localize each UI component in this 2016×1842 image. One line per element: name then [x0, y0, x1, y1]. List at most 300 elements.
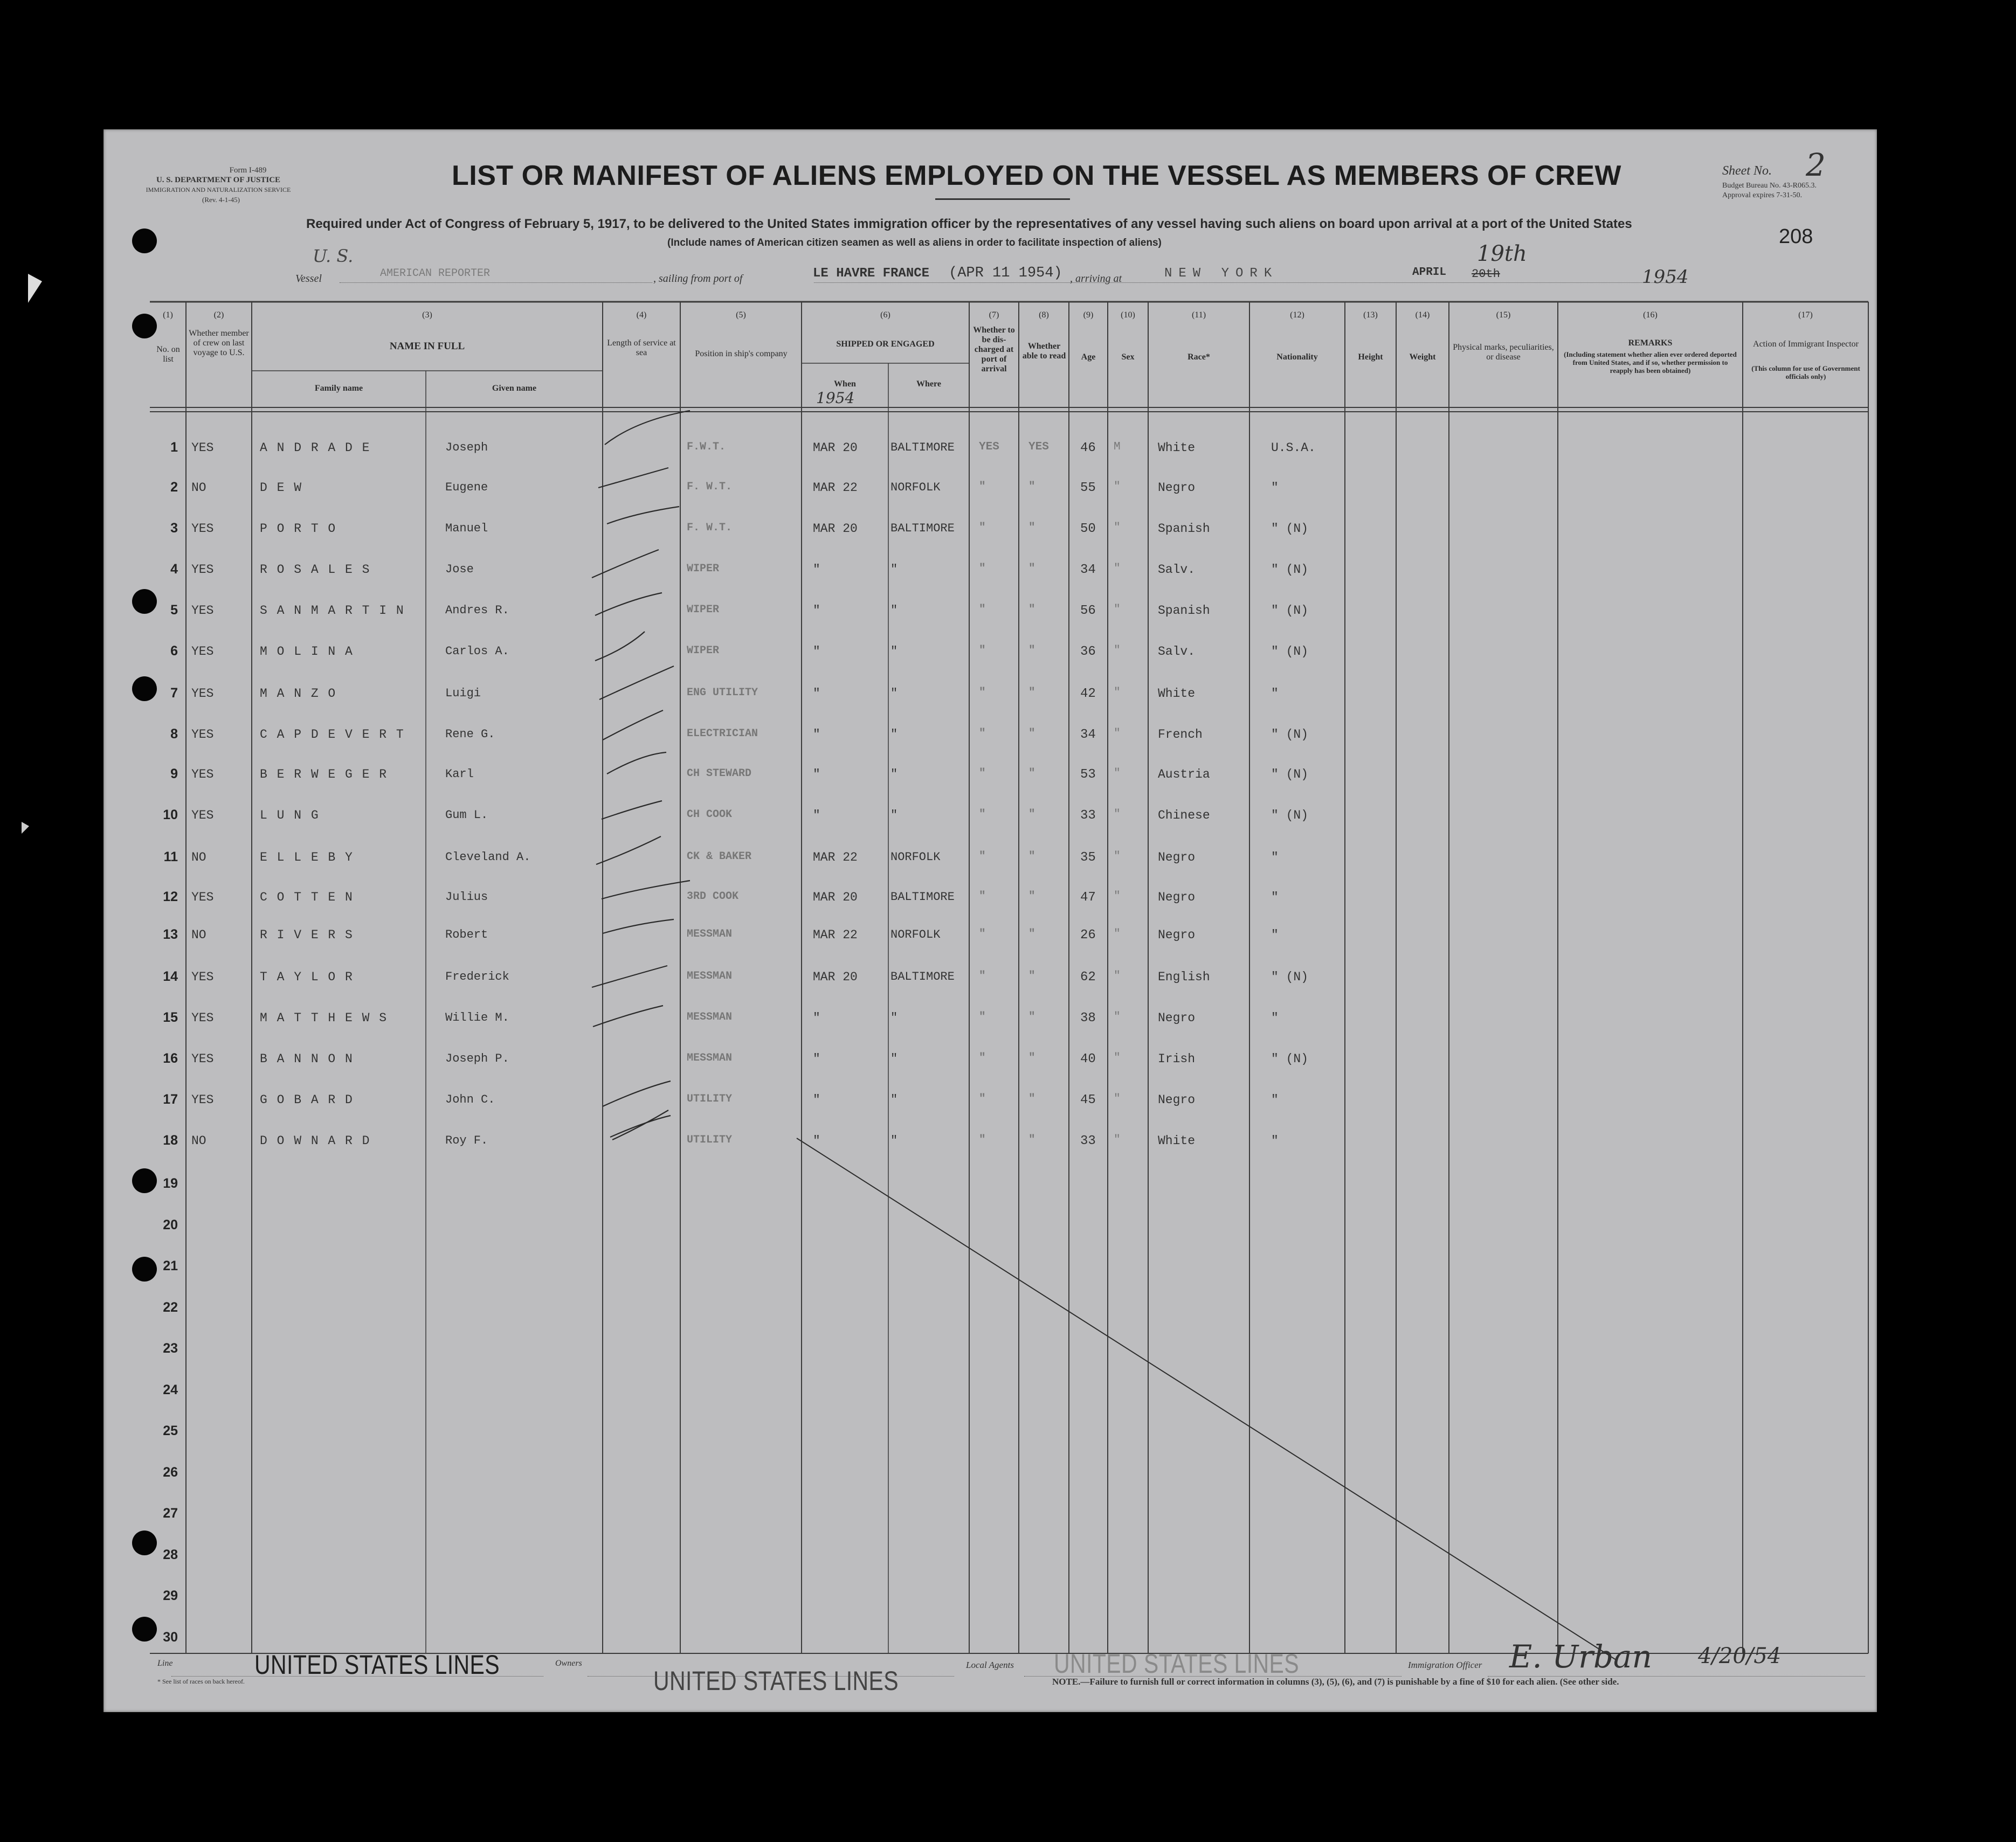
position-cell: F. W.T.	[687, 481, 733, 493]
row-number: 2	[170, 480, 178, 495]
header-year: 1954	[816, 389, 855, 407]
header-name-in-full: NAME IN FULL	[389, 341, 465, 352]
officer-label: Immigration Officer	[1408, 1660, 1482, 1670]
family-name-cell: R O S A L E S	[260, 563, 371, 577]
race-cell: Spanish	[1158, 604, 1210, 618]
race-cell: Irish	[1158, 1052, 1196, 1066]
row-number: 3	[170, 521, 178, 536]
budget-bureau: Budget Bureau No. 43-R065.3.	[1722, 182, 1817, 190]
owners-stamp: UNITED STATES LINES	[653, 1666, 899, 1696]
row-number: 8	[170, 726, 178, 742]
position-cell: UTILITY	[687, 1134, 733, 1146]
header-position: Position in ship's company	[695, 349, 788, 358]
subtitle: Required under Act of Congress of February 5, 1917, to be delivered to the United States immigration officer by the representatives of any vessel having such aliens on board upon arrival at a port of the United States	[306, 217, 1632, 231]
shipped-when-cell: MAR 22	[813, 850, 858, 864]
family-name-cell: T A Y L O R	[260, 970, 354, 984]
last-voyage-cell: NO	[191, 928, 206, 942]
shipped-when-cell: "	[813, 728, 820, 742]
able-to-read-cell: "	[1028, 687, 1035, 699]
shipped-when-cell: "	[813, 808, 820, 822]
row-number: 16	[163, 1051, 178, 1066]
row-number: 26	[163, 1465, 178, 1480]
discharged-cell: "	[979, 1011, 986, 1023]
shipped-when-cell: MAR 20	[813, 441, 858, 455]
owners-underline	[588, 1676, 954, 1677]
form-number: Form I-489	[229, 166, 267, 175]
nationality-cell: " (N)	[1271, 970, 1309, 984]
discharged-cell: "	[979, 481, 986, 493]
position-cell: MESSMAN	[687, 970, 733, 982]
col-num: (15)	[1496, 310, 1511, 320]
header-length-of-service: Length of service at sea	[607, 338, 676, 357]
given-name-cell: Joseph	[445, 441, 488, 454]
header-family-name: Family name	[314, 384, 363, 393]
sex-cell: "	[1114, 645, 1121, 657]
age-cell: 46	[1080, 441, 1096, 455]
family-name-cell: G O B A R D	[260, 1093, 354, 1107]
age-cell: 55	[1080, 481, 1096, 495]
header-nationality: Nationality	[1276, 352, 1318, 362]
discharged-cell: "	[979, 767, 986, 780]
shipped-when-cell: "	[813, 1093, 820, 1107]
age-cell: 42	[1080, 687, 1096, 701]
last-voyage-cell: YES	[191, 890, 214, 904]
able-to-read-cell: "	[1028, 928, 1035, 940]
row-number: 17	[163, 1092, 178, 1107]
row-number: 19	[163, 1176, 178, 1191]
race-cell: Chinese	[1158, 808, 1210, 822]
shipped-when-cell: "	[813, 767, 820, 781]
row-number: 25	[163, 1423, 178, 1438]
family-name-cell: R I V E R S	[260, 928, 354, 942]
row-number: 20	[163, 1217, 178, 1232]
age-cell: 62	[1080, 970, 1096, 985]
row-number: 12	[163, 889, 178, 904]
shipped-when-cell: MAR 22	[813, 928, 858, 942]
discharged-cell: "	[979, 890, 986, 903]
position-cell: F. W.T.	[687, 522, 733, 534]
revision: (Rev. 4-1-45)	[202, 196, 240, 204]
nationality-cell: U.S.A.	[1271, 441, 1316, 455]
sex-cell: "	[1114, 563, 1121, 575]
col-num: (17)	[1798, 310, 1813, 320]
discharged-cell: "	[979, 970, 986, 982]
arriving-port: NEW YORK	[1164, 266, 1279, 281]
discharged-cell: "	[979, 563, 986, 575]
row-number: 14	[163, 969, 178, 984]
position-cell: CH COOK	[687, 808, 733, 821]
sex-cell: "	[1114, 1093, 1121, 1105]
page-title: LIST OR MANIFEST OF ALIENS EMPLOYED ON THE VESSEL AS MEMBERS OF CREW	[452, 160, 1621, 191]
given-name-cell: John C.	[445, 1093, 495, 1106]
nationality-cell: " (N)	[1271, 604, 1309, 618]
nationality-cell: " (N)	[1271, 645, 1309, 659]
race-cell: French	[1158, 728, 1203, 742]
discharged-cell: "	[979, 604, 986, 616]
given-name-cell: Robert	[445, 928, 488, 941]
line-label: Line	[157, 1659, 173, 1668]
nationality-cell: "	[1271, 890, 1279, 904]
given-name-cell: Luigi	[445, 687, 481, 700]
col-num: (7)	[989, 310, 999, 320]
given-name-cell: Gum L.	[445, 808, 488, 822]
sailing-port: LE HAVRE FRANCE	[813, 266, 930, 281]
shipped-where-cell: "	[890, 563, 898, 576]
sex-cell: "	[1114, 1052, 1121, 1064]
sex-cell: "	[1114, 604, 1121, 616]
given-name-cell: Julius	[445, 890, 488, 904]
header-age: Age	[1081, 352, 1096, 362]
sailing-date: (APR 11 1954)	[949, 265, 1062, 281]
row-number: 22	[163, 1300, 178, 1315]
given-name-cell: Frederick	[445, 970, 509, 984]
sex-cell: "	[1114, 1134, 1121, 1146]
position-cell: WIPER	[687, 604, 720, 616]
header-where: Where	[916, 379, 941, 389]
col-num: (3)	[422, 310, 432, 320]
col-num: (14)	[1415, 310, 1430, 320]
nationality-cell: "	[1271, 481, 1279, 495]
header-able-to-read: Whether able to read	[1022, 342, 1066, 361]
header-last-voyage: Whether member of crew on last voyage to U.S.	[189, 329, 249, 357]
able-to-read-cell: "	[1028, 481, 1035, 493]
nationality-cell: "	[1271, 1093, 1279, 1107]
nationality-cell: " (N)	[1271, 1052, 1309, 1066]
last-voyage-cell: YES	[191, 970, 214, 984]
row-number: 6	[170, 643, 178, 659]
last-voyage-cell: YES	[191, 441, 214, 455]
shipped-where-cell: BALTIMORE	[890, 970, 955, 984]
shipped-where-cell: NORFOLK	[890, 481, 941, 494]
given-name-cell: Roy F.	[445, 1134, 488, 1147]
shipped-where-cell: "	[890, 645, 898, 658]
shipped-when-cell: "	[813, 563, 820, 577]
row-number: 9	[170, 766, 178, 781]
race-cell: White	[1158, 441, 1196, 455]
last-voyage-cell: YES	[191, 1093, 214, 1107]
race-cell: Spanish	[1158, 522, 1210, 536]
discharged-cell: "	[979, 1134, 986, 1146]
vessel-label: Vessel	[295, 273, 322, 285]
family-name-cell: P O R T O	[260, 522, 337, 536]
sheet-number: 2	[1806, 147, 1826, 183]
header-height: Height	[1358, 352, 1383, 362]
header-physical-marks: Physical marks, peculiarities, or disease	[1453, 343, 1554, 362]
given-name-cell: Rene G.	[445, 728, 495, 741]
able-to-read-cell: "	[1028, 970, 1035, 982]
agents-label: Local Agents	[966, 1660, 1014, 1670]
last-voyage-cell: YES	[191, 604, 214, 618]
last-voyage-cell: NO	[191, 481, 206, 495]
last-voyage-cell: YES	[191, 522, 214, 536]
row-number: 30	[163, 1630, 178, 1645]
race-cell: Negro	[1158, 481, 1196, 495]
race-cell: White	[1158, 1134, 1196, 1148]
arrival-month: APRIL	[1412, 266, 1447, 279]
header-race: Race*	[1187, 352, 1210, 362]
age-cell: 34	[1080, 563, 1096, 577]
family-name-cell: M A N Z O	[260, 687, 337, 701]
shipped-when-cell: "	[813, 687, 820, 701]
sex-cell: "	[1114, 850, 1121, 863]
nationality-cell: "	[1271, 928, 1279, 942]
sex-cell: "	[1114, 890, 1121, 903]
nationality-cell: "	[1271, 687, 1279, 701]
sex-cell: "	[1114, 1011, 1121, 1023]
discharged-cell: "	[979, 522, 986, 534]
header-remarks: REMARKS	[1628, 338, 1673, 348]
race-cell: Salv.	[1158, 563, 1196, 577]
given-name-cell: Carlos A.	[445, 645, 509, 658]
given-name-cell: Cleveland A.	[445, 850, 531, 864]
shipped-where-cell: "	[890, 767, 898, 781]
row-number: 23	[163, 1341, 178, 1356]
discharged-cell: "	[979, 1052, 986, 1064]
given-name-cell: Andres R.	[445, 604, 509, 617]
race-cell: Negro	[1158, 850, 1196, 864]
age-cell: 35	[1080, 850, 1096, 865]
last-voyage-cell: YES	[191, 808, 214, 822]
family-name-cell: S A N M A R T I N	[260, 604, 405, 618]
header-shipped-or-engaged: SHIPPED OR ENGAGED	[836, 340, 935, 349]
row-number: 18	[163, 1133, 178, 1148]
header-inspector-action: Action of Immigrant Inspector	[1753, 340, 1859, 349]
position-cell: CH STEWARD	[687, 767, 752, 780]
row-number: 15	[163, 1010, 178, 1025]
shipped-when-cell: "	[813, 604, 820, 618]
row-number: 4	[170, 562, 178, 577]
position-cell: UTILITY	[687, 1093, 733, 1105]
nationality-cell: "	[1271, 850, 1279, 864]
col-num: (9)	[1083, 310, 1094, 320]
last-voyage-cell: YES	[191, 767, 214, 781]
sex-cell: M	[1114, 441, 1121, 453]
arrival-year: 1954	[1642, 266, 1689, 288]
shipped-when-cell: MAR 20	[813, 522, 858, 536]
position-cell: MESSMAN	[687, 1052, 733, 1064]
sheet-label: Sheet No.	[1722, 164, 1772, 178]
owners-label: Owners	[555, 1659, 582, 1668]
able-to-read-cell: "	[1028, 563, 1035, 575]
shipped-when-cell: "	[813, 645, 820, 659]
race-cell: Negro	[1158, 890, 1196, 904]
given-name-cell: Manuel	[445, 522, 488, 535]
col-num: (1)	[163, 310, 173, 320]
age-cell: 36	[1080, 645, 1096, 659]
shipped-where-cell: NORFOLK	[890, 850, 941, 864]
discharged-cell: YES	[979, 441, 999, 453]
row-number: 27	[163, 1506, 178, 1521]
family-name-cell: C A P D E V E R T	[260, 728, 405, 742]
shipped-where-cell: BALTIMORE	[890, 890, 955, 904]
shipped-where-cell: "	[890, 687, 898, 700]
shipped-when-cell: MAR 20	[813, 890, 858, 904]
col-num: (5)	[736, 310, 746, 320]
age-cell: 33	[1080, 1134, 1096, 1148]
discharged-cell: "	[979, 645, 986, 657]
officer-signature: E. Urban	[1509, 1638, 1652, 1675]
header-weight: Weight	[1409, 352, 1436, 362]
position-cell: CK & BAKER	[687, 850, 752, 863]
shipped-when-cell: "	[813, 1011, 820, 1025]
page-number: 208	[1779, 225, 1813, 248]
row-number: 21	[163, 1258, 178, 1273]
family-name-cell: L U N G	[260, 808, 320, 822]
row-number: 1	[170, 440, 178, 455]
sex-cell: "	[1114, 928, 1121, 940]
given-name-cell: Jose	[445, 563, 474, 576]
col-num: (13)	[1363, 310, 1378, 320]
family-name-cell: M A T T H E W S	[260, 1011, 388, 1025]
position-cell: F.W.T.	[687, 441, 726, 453]
able-to-read-cell: "	[1028, 808, 1035, 821]
shipped-when-cell: "	[813, 1134, 820, 1148]
arrival-day: 19th	[1477, 241, 1527, 266]
able-to-read-cell: "	[1028, 728, 1035, 740]
line-stamp: UNITED STATES LINES	[254, 1650, 500, 1680]
age-cell: 34	[1080, 728, 1096, 742]
sailing-label: , sailing from port of	[653, 273, 743, 285]
header-no-on-list: No. on list	[156, 345, 180, 364]
discharged-cell: "	[979, 1093, 986, 1105]
shipped-when-cell: MAR 22	[813, 481, 858, 495]
able-to-read-cell: "	[1028, 1052, 1035, 1064]
shipped-when-cell: MAR 20	[813, 970, 858, 984]
position-cell: WIPER	[687, 645, 720, 657]
age-cell: 50	[1080, 522, 1096, 536]
age-cell: 26	[1080, 928, 1096, 943]
position-cell: MESSMAN	[687, 1011, 733, 1023]
sex-cell: "	[1114, 522, 1121, 534]
age-cell: 33	[1080, 808, 1096, 823]
line-underline	[171, 1676, 543, 1677]
shipped-where-cell: "	[890, 1052, 898, 1065]
sex-cell: "	[1114, 808, 1121, 821]
discharged-cell: "	[979, 808, 986, 821]
vessel-name: AMERICAN REPORTER	[380, 267, 491, 280]
col-num: (4)	[636, 310, 647, 320]
age-cell: 56	[1080, 604, 1096, 618]
family-name-cell: M O L I N A	[260, 645, 354, 659]
last-voyage-cell: YES	[191, 728, 214, 742]
family-name-cell: D O W N A R D	[260, 1134, 371, 1148]
given-name-cell: Karl	[445, 767, 474, 781]
last-voyage-cell: NO	[191, 850, 206, 864]
shipped-where-cell: BALTIMORE	[890, 441, 955, 454]
able-to-read-cell: "	[1028, 645, 1035, 657]
family-name-cell: E L L E B Y	[260, 850, 354, 864]
discharged-cell: "	[979, 728, 986, 740]
shipped-where-cell: NORFOLK	[890, 928, 941, 941]
nationality-cell: " (N)	[1271, 728, 1309, 742]
header-inspector-note: (This column for use of Government officials only)	[1751, 364, 1860, 380]
arrival-day-struck: 20th	[1472, 267, 1500, 281]
given-name-cell: Eugene	[445, 481, 488, 494]
family-name-cell: B A N N O N	[260, 1052, 354, 1066]
position-cell: ELECTRICIAN	[687, 728, 758, 740]
shipped-where-cell: "	[890, 808, 898, 822]
nationality-cell: "	[1271, 1134, 1279, 1148]
arriving-label: , arriving at	[1070, 273, 1122, 285]
discharged-cell: "	[979, 928, 986, 940]
able-to-read-cell: "	[1028, 767, 1035, 780]
race-cell: Negro	[1158, 928, 1196, 942]
shipped-when-cell: "	[813, 1052, 820, 1066]
races-note: * See list of races on back hereof.	[157, 1678, 245, 1685]
col-num: (16)	[1643, 310, 1658, 320]
nationality-cell: " (N)	[1271, 563, 1309, 577]
able-to-read-cell: YES	[1028, 441, 1049, 453]
race-cell: English	[1158, 970, 1210, 984]
row-number: 7	[170, 685, 178, 701]
nationality-cell: " (N)	[1271, 767, 1309, 781]
family-name-cell: C O T T E N	[260, 890, 354, 904]
last-voyage-cell: YES	[191, 563, 214, 577]
row-number: 10	[163, 807, 178, 822]
shipped-where-cell: BALTIMORE	[890, 522, 955, 535]
age-cell: 47	[1080, 890, 1096, 905]
given-name-cell: Joseph P.	[445, 1052, 509, 1065]
approval-expires: Approval expires 7-31-50.	[1722, 191, 1803, 199]
age-cell: 40	[1080, 1052, 1096, 1067]
shipped-where-cell: "	[890, 728, 898, 741]
age-cell: 53	[1080, 767, 1096, 782]
shipped-where-cell: "	[890, 604, 898, 617]
sex-cell: "	[1114, 970, 1121, 982]
last-voyage-cell: NO	[191, 1134, 206, 1148]
header-sex: Sex	[1121, 352, 1135, 362]
nationality-cell: " (N)	[1271, 522, 1309, 536]
col-num: (2)	[213, 310, 224, 320]
sex-cell: "	[1114, 481, 1121, 493]
race-cell: Negro	[1158, 1093, 1196, 1107]
able-to-read-cell: "	[1028, 1011, 1035, 1023]
service-name: IMMIGRATION AND NATURALIZATION SERVICE	[146, 186, 291, 193]
col-num: (6)	[880, 310, 890, 320]
col-num: (12)	[1290, 310, 1304, 320]
row-number: 29	[163, 1588, 178, 1603]
row-number: 5	[170, 603, 178, 618]
last-voyage-cell: YES	[191, 1011, 214, 1025]
able-to-read-cell: "	[1028, 604, 1035, 616]
agents-stamp: UNITED STATES LINES	[1054, 1649, 1300, 1679]
signature-date: 4/20/54	[1698, 1644, 1782, 1668]
race-cell: Salv.	[1158, 645, 1196, 659]
family-name-cell: B E R W E G E R	[260, 767, 388, 781]
row-number: 13	[163, 927, 178, 942]
family-name-cell: D E W	[260, 481, 303, 495]
sex-cell: "	[1114, 728, 1121, 740]
position-cell: MESSMAN	[687, 928, 733, 940]
vessel-prefix: U. S.	[313, 246, 354, 266]
penalty-note: NOTE.—Failure to furnish full or correct information in columns (3), (5), (6), and (7) is punishable by a fine of $10 for each alien. (See other side.	[1052, 1677, 1619, 1687]
col-num: (10)	[1121, 310, 1135, 320]
shipped-where-cell: "	[890, 1093, 898, 1106]
race-cell: White	[1158, 687, 1196, 701]
discharged-cell: "	[979, 687, 986, 699]
department-name: U. S. DEPARTMENT OF JUSTICE	[156, 176, 281, 184]
header-remarks-note: (Including statement whether alien ever ordered deported from United States, and if so, whether permission to reapply has been obtained)	[1564, 350, 1737, 375]
last-voyage-cell: YES	[191, 687, 214, 701]
header-given-name: Given name	[492, 384, 537, 393]
header-discharged: Whether to be dis- charged at port of arrival	[973, 326, 1015, 373]
race-cell: Negro	[1158, 1011, 1196, 1025]
shipped-where-cell: "	[890, 1134, 898, 1147]
row-number: 11	[163, 849, 178, 864]
header-when: When	[834, 379, 856, 389]
row-number: 24	[163, 1382, 178, 1397]
sex-cell: "	[1114, 767, 1121, 780]
